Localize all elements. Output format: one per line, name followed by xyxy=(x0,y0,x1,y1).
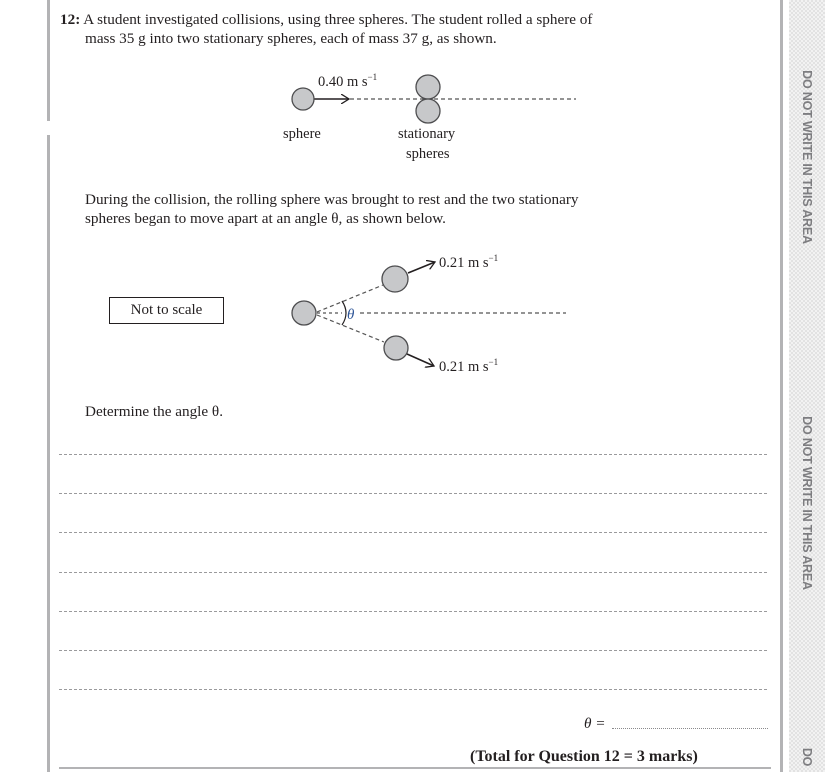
answer-line-7[interactable] xyxy=(59,689,767,690)
initial-speed-label xyxy=(318,72,377,91)
upper-speed-value: 0.21 m s xyxy=(439,255,489,271)
lower-velocity-arrow xyxy=(407,354,434,366)
initial-speed-unit-exp: −1 xyxy=(367,72,378,82)
answer-line-5[interactable] xyxy=(59,611,767,612)
question-total-marks: (Total for Question 12 = 3 marks) xyxy=(470,748,698,765)
answer-line-1[interactable] xyxy=(59,454,767,455)
upper-speed-label xyxy=(439,253,498,272)
question-intro-line2: mass 35 g into two stationary spheres, each of mass 37 g, as shown. xyxy=(85,30,497,47)
not-to-scale-box: Not to scale xyxy=(109,297,224,324)
lower-speed-label xyxy=(439,357,498,376)
do-not-write-label-partial: DO xyxy=(800,747,814,767)
collision-text-line2: spheres began to move apart at an angle θ, as shown below. xyxy=(85,210,446,227)
initial-speed-value: 0.40 m s xyxy=(318,74,368,90)
moving-sphere-lower xyxy=(384,336,408,360)
right-margin-bar xyxy=(780,0,783,772)
stationary-label-line2: spheres xyxy=(406,146,450,162)
lower-speed-unit-exp: −1 xyxy=(488,357,499,367)
upper-speed-unit-exp: −1 xyxy=(488,253,499,263)
angle-theta-label: θ xyxy=(347,307,355,323)
stationary-label-line1: stationary xyxy=(398,126,456,142)
answer-line-2[interactable] xyxy=(59,493,767,494)
bottom-rule xyxy=(59,767,771,769)
do-not-write-label-upper: DO NOT WRITE IN THIS AREA xyxy=(800,70,814,244)
question-prompt: Determine the angle θ. xyxy=(85,403,224,420)
sphere-label: sphere xyxy=(283,126,321,142)
theta-answer-field[interactable] xyxy=(612,728,768,729)
do-not-write-label-lower: DO NOT WRITE IN THIS AREA xyxy=(800,416,814,590)
stationary-sphere-bottom xyxy=(416,99,440,123)
angle-arc xyxy=(342,301,346,325)
lower-speed-value: 0.21 m s xyxy=(439,359,489,375)
sphere-at-rest xyxy=(292,301,316,325)
moving-sphere-upper xyxy=(382,266,408,292)
theta-answer-label: θ = xyxy=(584,715,606,732)
stationary-sphere-top xyxy=(416,75,440,99)
upper-velocity-arrow xyxy=(408,262,435,273)
collision-text-line1: During the collision, the rolling sphere was brought to rest and the two stationary xyxy=(85,191,579,208)
answer-line-4[interactable] xyxy=(59,572,767,573)
question-number: 12: xyxy=(60,11,81,28)
answer-line-6[interactable] xyxy=(59,650,767,651)
answer-line-3[interactable] xyxy=(59,532,767,533)
question-intro-line1: A student investigated collisions, using three spheres. The student rolled a sphere of xyxy=(83,11,593,28)
rolling-sphere xyxy=(292,88,314,110)
